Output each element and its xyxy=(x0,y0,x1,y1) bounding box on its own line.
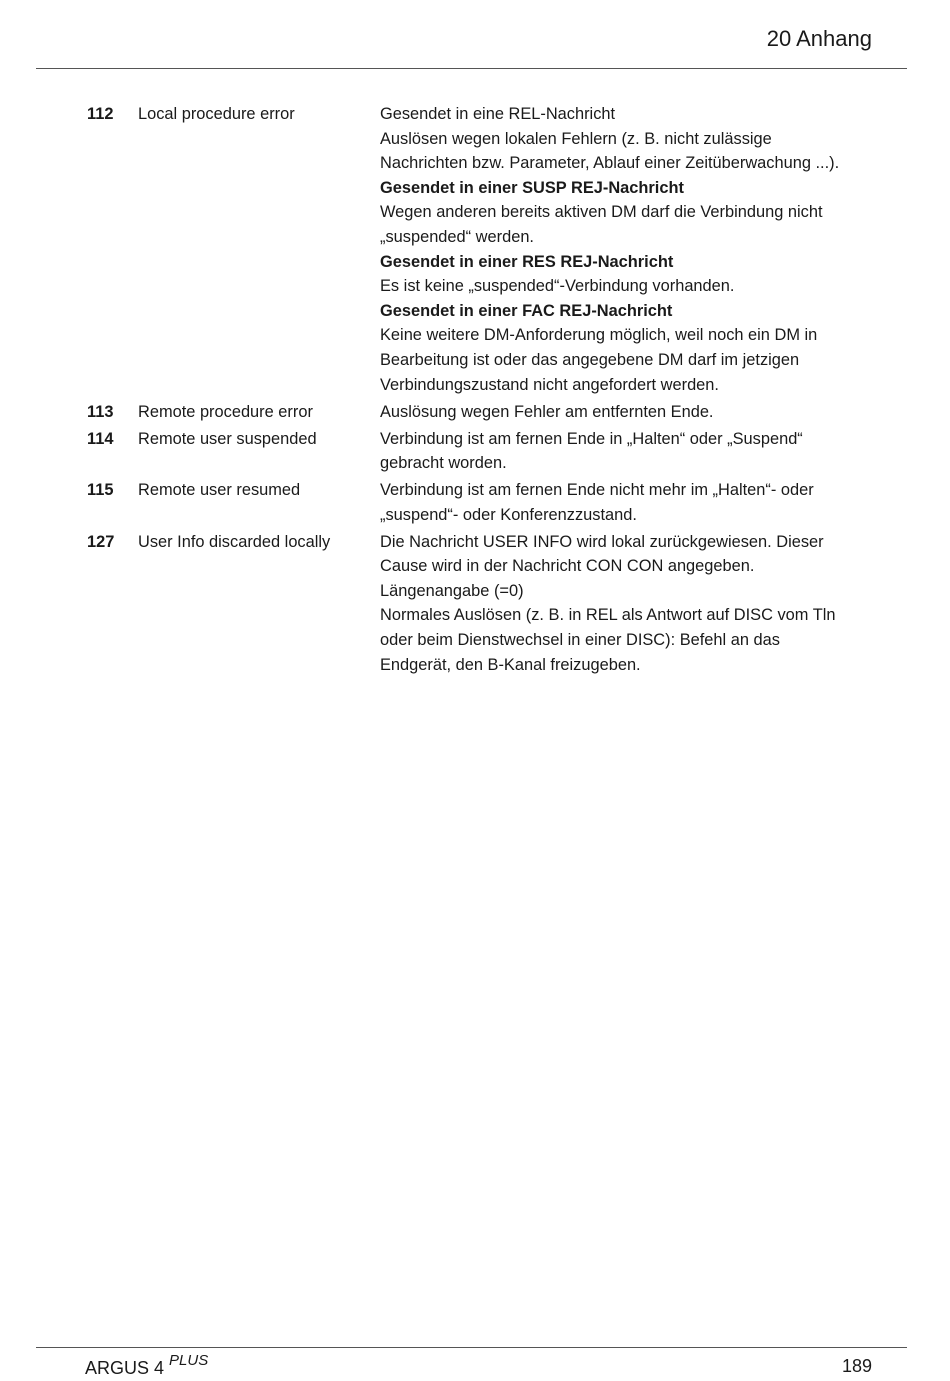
cause-table xyxy=(87,102,877,680)
description-line: Verbindungszustand nicht angefordert werden. xyxy=(380,375,719,394)
cause-name: Remote user suspended xyxy=(138,429,317,448)
footer-brand-suffix: PLUS xyxy=(169,1352,209,1369)
header-divider xyxy=(36,68,907,69)
description-subheading: Gesendet in einer SUSP REJ-Nachricht xyxy=(380,178,684,197)
description-line: Wegen anderen bereits aktiven DM darf die Verbindung nicht xyxy=(380,203,823,222)
cause-code: 113 xyxy=(87,402,114,421)
description-line: Längenangabe (=0) xyxy=(380,581,524,600)
cause-description xyxy=(380,530,877,678)
description-line: gebracht worden. xyxy=(380,454,507,473)
cause-code: 115 xyxy=(87,481,114,500)
description-line: Gesendet in eine REL-Nachricht xyxy=(380,105,616,123)
description-line: Auslösung wegen Fehler am entfernten Ende. xyxy=(380,402,714,421)
table-row xyxy=(87,102,877,397)
cause-code: 114 xyxy=(87,429,114,448)
cause-description xyxy=(380,427,877,476)
table-row xyxy=(87,478,877,527)
cause-name: Remote user resumed xyxy=(138,481,301,500)
description-line: Bearbeitung ist oder das angegebene DM darf im jetzigen xyxy=(380,350,800,369)
cause-code: 112 xyxy=(87,105,114,123)
page-number: 189 xyxy=(841,1356,872,1376)
description-line: Die Nachricht USER INFO wird lokal zurückgewiesen. Dieser xyxy=(380,532,824,551)
table-row xyxy=(87,400,877,425)
footer-brand-name: ARGUS 4 xyxy=(85,1358,165,1378)
description-line: Verbindung ist am fernen Ende in „Halten“ oder „Suspend“ xyxy=(380,429,803,448)
description-line: Nachrichten bzw. Parameter, Ablauf einer Zeitüberwachung ...). xyxy=(380,154,840,173)
cause-code: 127 xyxy=(87,532,115,551)
table-row xyxy=(87,427,877,476)
cause-name: Local procedure error xyxy=(138,105,295,123)
description-line: Cause wird in der Nachricht CON CON angegeben. xyxy=(380,557,755,576)
page-header-title: 20 Anhang xyxy=(766,26,872,51)
description-line: Endgerät, den B-Kanal freizugeben. xyxy=(380,655,641,674)
description-line: Verbindung ist am fernen Ende nicht mehr im „Halten“- oder xyxy=(380,481,814,500)
table-row xyxy=(87,530,877,678)
cause-description xyxy=(380,102,877,397)
description-line: „suspend“- oder Konferenzzustand. xyxy=(380,505,637,524)
description-subheading: Gesendet in einer RES REJ-Nachricht xyxy=(380,252,674,271)
description-line: „suspended“ werden. xyxy=(380,227,534,246)
description-line: Auslösen wegen lokalen Fehlern (z. B. nicht zulässige xyxy=(380,129,772,148)
description-line: Normales Auslösen (z. B. in REL als Antwort auf DISC vom Tln xyxy=(380,606,836,625)
cause-description xyxy=(380,400,877,425)
description-line: Es ist keine „suspended“-Verbindung vorhanden. xyxy=(380,277,735,296)
cause-name: User Info discarded locally xyxy=(138,532,331,551)
footer-brand xyxy=(85,1352,209,1379)
description-line: Keine weitere DM-Anforderung möglich, weil noch ein DM in xyxy=(380,326,818,345)
description-line: oder beim Dienstwechsel in einer DISC): Befehl an das xyxy=(380,631,780,650)
footer-divider xyxy=(36,1347,907,1348)
description-subheading: Gesendet in einer FAC REJ-Nachricht xyxy=(380,301,673,320)
cause-name: Remote procedure error xyxy=(138,402,313,421)
cause-description xyxy=(380,478,877,527)
